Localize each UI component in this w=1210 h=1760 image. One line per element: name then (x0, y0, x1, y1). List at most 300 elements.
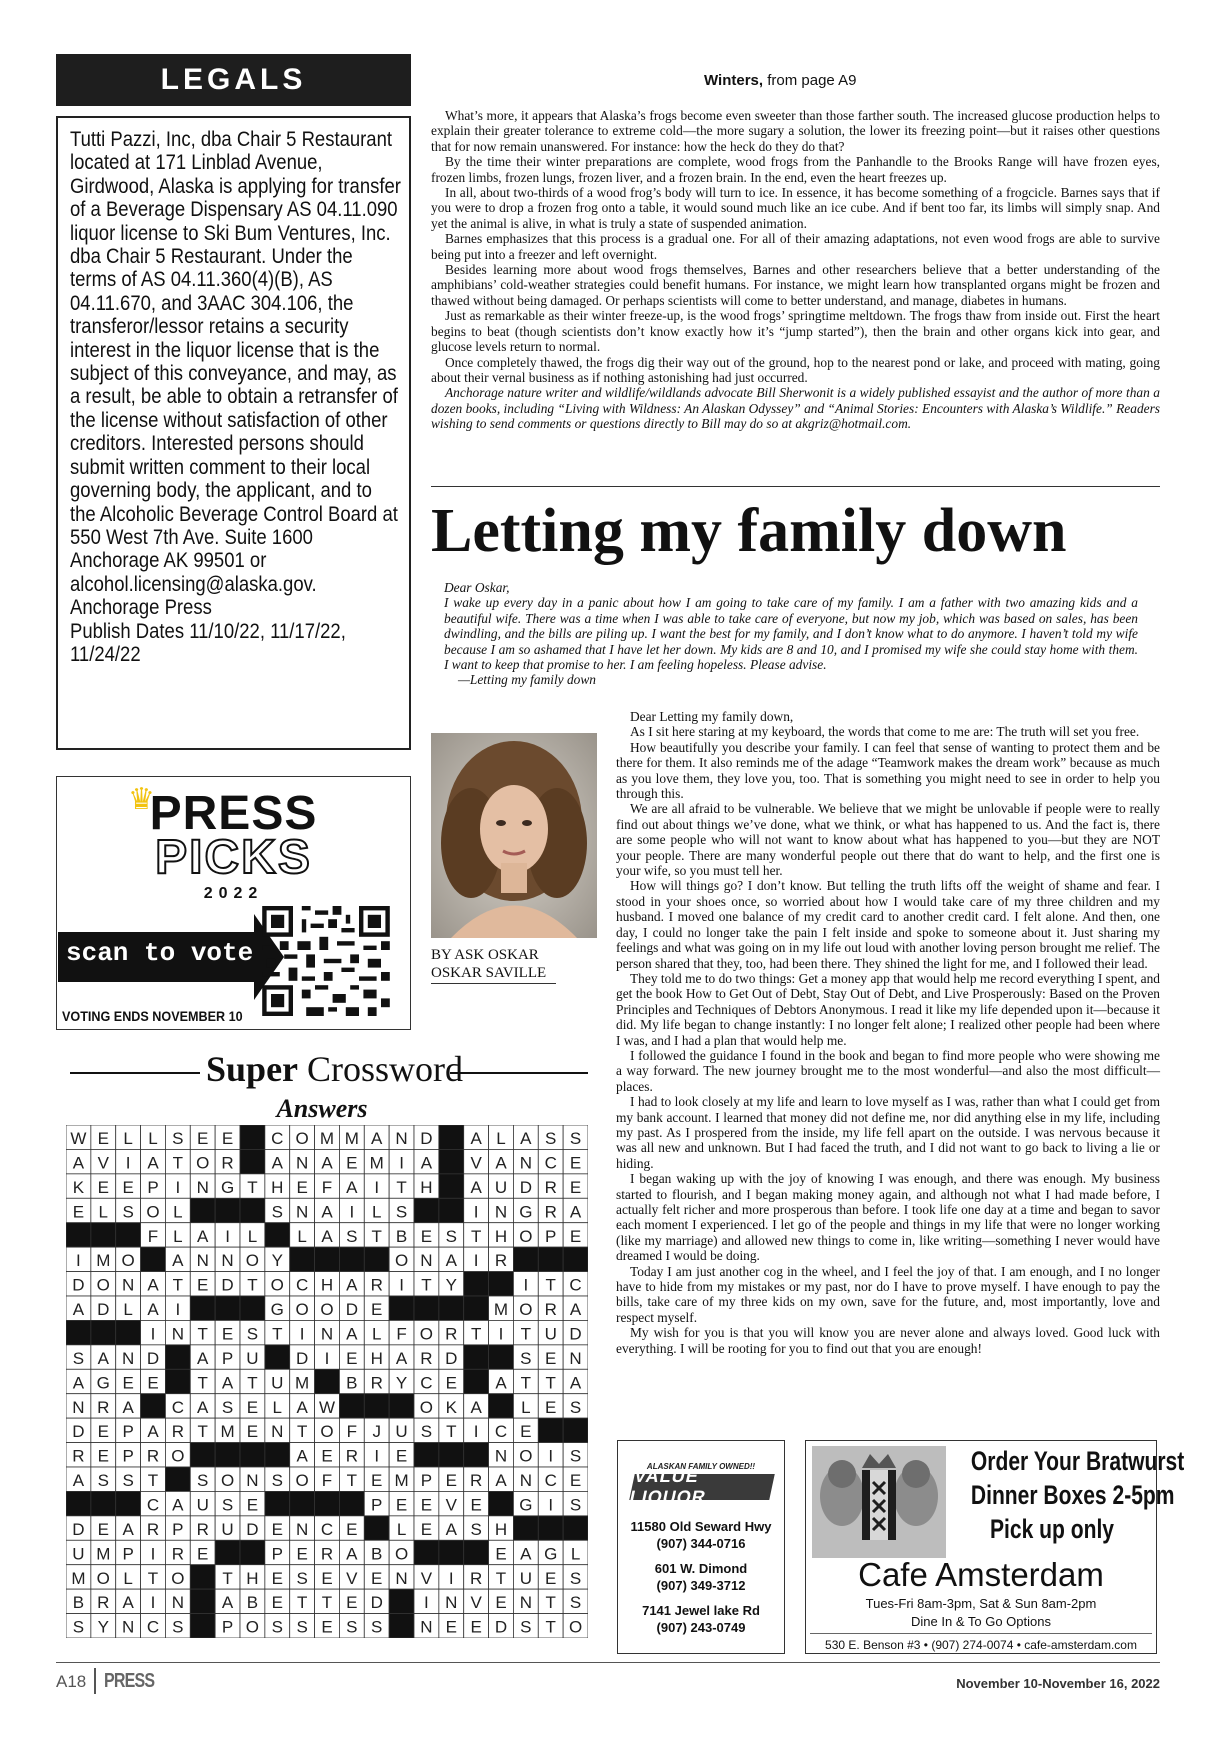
crossword-black-cell (190, 1614, 215, 1638)
crossword-letter: A (296, 1446, 308, 1466)
crossword-letter: T (321, 1593, 333, 1613)
legal-notice-text: Tutti Pazzi, Inc, dba Chair 5 Restaurant located at 171 Linblad Avenue, Girdwood, Alaska is applying for transfer of a Beverage Dispensary AS 04.11.090 liquor license to Ski Bum Ventures, Inc. dba Chair 5 Restaurant. Under the terms of AS 04.11.360(4)(B), AS 04.11.670, and 3AAC 304.106, the transferor/lessor retains a security interest in the liquor license that is the subject of this conveyance, and may, as a result, be able to obtain a retransfer of the license without satisfaction of other creditors. Interested persons should submit written comment to their local governing body, the applicant, and to the Alcoholic Beverage Control Board at 550 West 7th Ave. Suite 1600 Anchorage AK 99501 or alcohol.licensing@alaska.gov. Anchorage Press Publish Dates 11/10/22, 11/17/22, 11/24/22 (70, 127, 401, 666)
crossword-letter: A (147, 1153, 159, 1173)
crossword-letter: P (122, 1544, 134, 1564)
crossword-letter: N (296, 1153, 309, 1173)
crossword-letter: L (396, 1519, 407, 1539)
crossword-letter: T (545, 1593, 556, 1613)
value-liquor-tagline: ALASKAN FAMILY OWNED!! (646, 1462, 756, 1471)
crossword-letter: U (395, 1422, 408, 1442)
crossword-letter: N (395, 1568, 408, 1588)
crossword-black-cell (364, 1394, 389, 1418)
crossword-letter: O (320, 1300, 334, 1320)
crossword-letter: E (346, 1593, 358, 1613)
crossword-letter: I (399, 1153, 404, 1173)
crossword-letter: N (519, 1593, 532, 1613)
store-address: 11580 Old Seward Hwy (630, 1519, 772, 1534)
byline-column: BY ASK OSKAR (431, 947, 539, 963)
crossword-letter: S (520, 1348, 532, 1368)
lion-crest-icon (812, 1446, 946, 1558)
crossword-letter: Y (271, 1251, 283, 1271)
crossword-black-cell (464, 1443, 489, 1467)
legals-header: LEGALS (56, 54, 411, 106)
crossword-black-cell (91, 1223, 116, 1247)
crossword-letter: S (172, 1617, 184, 1637)
crossword-letter: D (72, 1422, 85, 1442)
crossword-letter: C (569, 1275, 582, 1295)
crossword-letter: C (271, 1129, 284, 1149)
crossword-black-cell (315, 1247, 340, 1271)
crossword-letter: C (171, 1397, 184, 1417)
crossword-letter: T (545, 1373, 556, 1393)
crossword-letter: R (370, 1373, 383, 1393)
crossword-black-cell (141, 1394, 166, 1418)
crossword-letter: S (246, 1324, 259, 1344)
crossword-letter: T (247, 1373, 258, 1393)
crossword-letter: S (346, 1226, 358, 1246)
article-paragraph: Besides learning more about wood frogs themselves, Barnes and other researchers believe that a better understanding of the amphibians’ cold-weather strategies could benefit humans. For instance, we might learn how transplanted organs might be frozen and thawed without being damaged. Or perhaps scientists will come to better understand, and manage, diabetes in humans. (431, 262, 1160, 308)
crossword-black-cell (315, 1369, 340, 1393)
crossword-letter: D (221, 1275, 234, 1295)
crossword-letter: I (548, 1446, 554, 1466)
cafe-promo-line: Order Your Bratwurst (970, 1446, 1185, 1476)
crossword-title-rest: Crossword (307, 1049, 464, 1089)
crossword-letter: E (122, 1373, 134, 1393)
crossword-black-cell (66, 1223, 91, 1247)
crossword-letter: A (197, 1226, 209, 1246)
crossword-black-cell (439, 1296, 464, 1320)
crossword-letter: D (345, 1300, 358, 1320)
crossword-letter: U (72, 1544, 85, 1564)
crossword-black-cell (389, 1589, 414, 1613)
crossword-letter: I (424, 1593, 429, 1613)
crossword-letter: D (420, 1129, 433, 1149)
crossword-letter: A (495, 1153, 507, 1173)
crossword-letter: S (221, 1495, 234, 1515)
crossword-black-cell (339, 1491, 364, 1515)
crossword-letter: P (221, 1348, 234, 1368)
crossword-letter: M (493, 1300, 509, 1320)
crossword-letter: S (371, 1617, 383, 1637)
crossword-black-cell (513, 1516, 538, 1540)
store-phone[interactable]: (907) 243-0749 (656, 1620, 746, 1635)
crossword-letter: A (569, 1202, 582, 1222)
reply-paragraph: We are all afraid to be vulnerable. We believe that we might be unlovable if people were to really find out about things we’ve done, what we think, or what has happened to us. And the fact is, there are some people who will not want to know about what has happened to you—but they are NOT your people. There are many wonderful people out there that do want to help, and the first one is your wife, so you must tell her. (616, 801, 1160, 879)
crossword-letter: D (246, 1519, 259, 1539)
crossword-letter: E (72, 1202, 85, 1222)
crossword-letter: D (445, 1348, 458, 1368)
crossword-letter: N (569, 1348, 582, 1368)
crossword-letter: E (197, 1544, 209, 1564)
crossword-letter: G (270, 1300, 284, 1320)
byline (431, 946, 601, 982)
crossword-letter: U (494, 1177, 508, 1197)
crossword-letter: I (498, 1324, 504, 1344)
crossword-letter: N (271, 1422, 284, 1442)
crossword-letter: N (519, 1153, 532, 1173)
crossword-letter: G (519, 1495, 533, 1515)
crossword-letter: T (247, 1275, 258, 1295)
crossword-letter: M (96, 1544, 111, 1564)
crossword-black-cell (389, 1296, 414, 1320)
crossword-letter: T (421, 1275, 432, 1295)
crossword-letter: A (470, 1177, 482, 1197)
footer-rule (56, 1662, 1160, 1663)
crossword-letter: N (171, 1324, 184, 1344)
crossword-letter: R (320, 1544, 334, 1564)
crossword-letter: O (568, 1617, 583, 1637)
crossword-letter: E (97, 1446, 109, 1466)
crossword-letter: A (346, 1275, 358, 1295)
crossword-black-cell (464, 1296, 489, 1320)
crossword-letter: A (72, 1300, 85, 1320)
byline-divider (431, 983, 556, 984)
crossword-rule-left (70, 1072, 200, 1074)
columnist-photo (431, 733, 597, 938)
crossword-letter: R (171, 1422, 184, 1442)
crossword-rule-right (450, 1072, 588, 1074)
crossword-black-cell (414, 1198, 439, 1222)
crossword-letter: T (545, 1617, 556, 1637)
crossword-letter: E (346, 1348, 358, 1368)
crossword-letter: T (272, 1324, 283, 1344)
crossword-black-cell (389, 1394, 414, 1418)
crossword-black-cell (190, 1565, 215, 1589)
crossword-letter: D (97, 1300, 110, 1320)
crossword-letter: E (371, 1568, 383, 1588)
crossword-letter: O (171, 1568, 185, 1588)
crossword-letter: S (122, 1471, 134, 1491)
crossword-letter: N (420, 1251, 433, 1271)
article-paragraph: By the time their winter preparations are complete, wood frogs from the Panhandle to the Brooks Range will have frozen eyes, frozen limbs, frozen lungs, frozen liver, and a frozen brain. In the end, even the heart freezes up. (431, 154, 1160, 185)
crossword-letter: C (420, 1373, 433, 1393)
crossword-black-cell (464, 1272, 489, 1296)
winters-article-body (431, 108, 1160, 432)
crossword-letter: U (221, 1519, 234, 1539)
crossword-letter: V (420, 1568, 433, 1588)
cafe-promo-line: Pick up only (989, 1514, 1115, 1544)
letter-signature: —Letting my family down (458, 672, 596, 688)
crossword-letter: S (271, 1617, 283, 1637)
crossword-letter: S (221, 1397, 234, 1417)
crossword-letter: U (196, 1495, 209, 1515)
crossword-letter: A (569, 1300, 582, 1320)
crossword-letter: L (123, 1300, 133, 1320)
crossword-letter: T (371, 1226, 382, 1246)
crossword-letter: A (72, 1373, 85, 1393)
crossword-letter: A (296, 1397, 308, 1417)
crossword-letter: E (420, 1226, 433, 1246)
crossword-black-cell (240, 1443, 265, 1467)
crossword-letter: O (196, 1153, 210, 1173)
crossword-letter: A (445, 1251, 457, 1271)
article-paragraph: Once completely thawed, the frogs dig their way out of the ground, hop to the nearest pond or lake, and proceed with mating, going about their vernal business as if nothing astonishing had just occurred. (431, 354, 1160, 385)
crossword-letter: A (420, 1153, 433, 1173)
crossword-letter: O (121, 1251, 135, 1271)
crossword-letter: E (420, 1519, 433, 1539)
crossword-letter: I (473, 1422, 479, 1442)
crossword-letter: Y (395, 1373, 408, 1393)
letter-paragraph: I wake up every day in a panic about how I am going to take care of my family. I am a father with two amazing kids and a beautiful wife. There was a time when I was able to take care of everyone, but now my job, which was based on sales, has been dwindling, and the bills are piling up. I want the best for my family, and I don’t know what to do anymore. I haven’t told my wife because I am so ashamed that I have let her down. My kids are 8 and 10, and I promised my wife she could stay home with them. I want to keep that promise to her. I am feeling hopeless. Please advise. (444, 595, 1138, 673)
crossword-letter: I (399, 1275, 404, 1295)
crossword-black-cell (414, 1296, 439, 1320)
crossword-letter: R (221, 1153, 234, 1173)
crossword-black-cell (439, 1443, 464, 1467)
article-paragraph: Just as remarkable as their winter freeze-up, is the wood frogs’ springtime meltdown. The frogs thaw from inside out. First the heart begins to beat (though scientists don’t know exactly how it’s “jump started”), then the brain and other organs kick into gear, and glucose levels return to normal. (431, 308, 1160, 355)
crossword-letter: L (496, 1129, 506, 1149)
crossword-letter: T (197, 1373, 208, 1393)
crossword-letter: O (394, 1251, 409, 1271)
crossword-letter: S (569, 1129, 582, 1149)
crossword-letter: D (146, 1348, 160, 1368)
voting-deadline: VOTING ENDS NOVEMBER 10 (62, 1008, 243, 1024)
qr-code-icon[interactable] (262, 906, 390, 1016)
crossword-black-cell (489, 1345, 514, 1369)
crossword-letter: K (445, 1397, 457, 1417)
crossword-letter: S (420, 1422, 433, 1442)
store-phone[interactable]: (907) 344-0716 (656, 1536, 746, 1551)
crossword-letter: I (150, 1593, 156, 1613)
crossword-letter: E (420, 1495, 433, 1515)
crossword-letter: U (271, 1373, 284, 1393)
issue-date: November 10-November 16, 2022 (956, 1676, 1160, 1691)
crossword-black-cell (265, 1491, 290, 1515)
store-phone[interactable]: (907) 349-3712 (656, 1578, 746, 1593)
crossword-letter: A (346, 1324, 358, 1344)
crossword-letter: A (221, 1373, 234, 1393)
crossword-letter: D (569, 1324, 582, 1344)
crossword-letter: E (346, 1519, 358, 1539)
crossword-letter: P (221, 1617, 234, 1637)
scan-to-vote-label: scan to vote (66, 938, 254, 968)
crossword-letter: O (220, 1471, 235, 1491)
crossword-letter: S (545, 1129, 557, 1149)
crossword-letter: A (172, 1495, 184, 1515)
crossword-letter: L (123, 1568, 133, 1588)
crossword-black-cell (116, 1320, 141, 1344)
byline-author: OSKAR SAVILLE (431, 965, 547, 981)
article-paragraph: In all, about two-thirds of a wood frog’s body will turn to ice. In essence, it has become something of a frogcicle. Barnes says that if you were to drop a frozen frog onto a table, it would sound much like an ice cube. And if bent too far, its limbs will simply snap. And yet the animal is alive, in what is truly a state of suspended animation. (431, 185, 1160, 231)
crossword-letter: E (221, 1129, 234, 1149)
crossword-letter: A (122, 1519, 134, 1539)
crossword-letter: S (296, 1568, 308, 1588)
crossword-letter: M (369, 1153, 384, 1173)
crossword-letter: V (346, 1568, 358, 1588)
crossword-letter: A (569, 1373, 582, 1393)
crossword-letter: S (197, 1471, 209, 1491)
crossword-black-cell (141, 1247, 166, 1271)
crossword-letter: D (370, 1593, 383, 1613)
cafe-name: Cafe Amsterdam (858, 1556, 1104, 1593)
crossword-letter: N (171, 1593, 184, 1613)
crossword-letter: A (147, 1300, 159, 1320)
crossword-letter: A (147, 1422, 159, 1442)
crossword-letter: A (122, 1593, 134, 1613)
crossword-letter: P (271, 1544, 283, 1564)
crossword-letter: E (569, 1226, 582, 1246)
crossword-black-cell (265, 1223, 290, 1247)
crossword-letter: T (545, 1275, 556, 1295)
crossword-letter: E (271, 1519, 283, 1539)
crossword-letter: P (371, 1495, 383, 1515)
crossword-letter: C (146, 1617, 160, 1637)
crossword-letter: E (246, 1495, 259, 1515)
crossword-letter: P (147, 1177, 159, 1197)
crossword-black-cell (414, 1443, 439, 1467)
crossword-letter: A (221, 1593, 234, 1613)
crossword-letter: A (122, 1397, 134, 1417)
crossword-letter: O (394, 1544, 409, 1564)
crossword-black-cell (215, 1443, 240, 1467)
crossword-letter: O (146, 1202, 160, 1222)
crossword-letter: A (321, 1226, 333, 1246)
crossword-black-cell (489, 1272, 514, 1296)
crossword-letter: I (374, 1177, 380, 1197)
crossword-letter: N (320, 1324, 334, 1344)
page-number: A18 (56, 1672, 87, 1691)
crossword-letter: M (295, 1373, 310, 1393)
crossword-letter: E (271, 1568, 283, 1588)
crossword-letter: N (445, 1593, 458, 1613)
crossword-letter: T (247, 1177, 258, 1197)
crossword-letter: F (147, 1226, 159, 1246)
crossword-letter: L (570, 1544, 581, 1564)
reply-paragraph: My wish for you is that you will know you are never alone and always loved. Good luck with everything. I will be rooting for you to find out that you are enough! (616, 1325, 1160, 1356)
reply-paragraph: I followed the guidance I found in the book and began to find more people who were showing me a way forward. The new journey brought me to the most wonderful—and also the most difficult—places. (616, 1047, 1160, 1094)
press-picks-subtitle: PICKS (155, 831, 312, 884)
crossword-letter: L (272, 1397, 283, 1417)
crossword-black-cell (190, 1443, 215, 1467)
crossword-letter: P (122, 1422, 134, 1442)
crossword-black-cell (190, 1296, 215, 1320)
crossword-letter: G (544, 1544, 558, 1564)
crossword-letter: S (569, 1495, 582, 1515)
crossword-letter: R (494, 1251, 508, 1271)
crossword-letter: E (445, 1373, 457, 1393)
crossword-letter: B (246, 1593, 259, 1613)
crossword-black-cell (215, 1296, 240, 1320)
crossword-letter: E (197, 1129, 209, 1149)
crossword-black-cell (389, 1614, 414, 1638)
crossword-letter: G (519, 1202, 533, 1222)
crossword-black-cell (215, 1540, 240, 1564)
crossword-letter: O (295, 1300, 309, 1320)
crossword-letter: V (445, 1495, 457, 1515)
crossword-letter: L (297, 1226, 307, 1246)
crossword-black-cell (240, 1198, 265, 1222)
crossword-letter: C (146, 1495, 160, 1515)
crossword-letter: I (548, 1495, 554, 1515)
cafe-address[interactable]: 530 E. Benson #3 • (907) 274-0074 • cafe-amsterdam.com (810, 1633, 1152, 1652)
crossword-letter: H (246, 1568, 259, 1588)
crossword-letter: L (173, 1226, 183, 1246)
crossword-letter: B (72, 1593, 85, 1613)
crossword-letter: S (296, 1617, 308, 1637)
crossword-letter: R (146, 1446, 160, 1466)
crossword-letter: A (72, 1153, 85, 1173)
crossword-black-cell (538, 1418, 563, 1442)
article-paragraph: What’s more, it appears that Alaska’s frogs become even sweeter than those farther south. The increased glucose production helps to explain their greater tolerance to extreme cold—the more sugary a solution, the lower its freezing point—but it raises other questions that for now remain unanswered. For instance: how the heck do they do that? (431, 108, 1160, 154)
crossword-letter: U (519, 1568, 532, 1588)
crossword-letter: E (97, 1129, 109, 1149)
crossword-letter: H (320, 1275, 334, 1295)
crossword-letter: N (296, 1202, 309, 1222)
crossword-letter: O (519, 1226, 533, 1246)
crossword-letter: C (296, 1275, 309, 1295)
crossword-letter: E (569, 1153, 582, 1173)
crossword-letter: R (544, 1202, 557, 1222)
crossword-letter: T (222, 1568, 233, 1588)
crossword-letter: M (71, 1568, 86, 1588)
jump-line-title: Winters, (704, 72, 764, 89)
crossword-letter: E (470, 1617, 482, 1637)
crossword-letter: A (321, 1202, 333, 1222)
crossword-letter: R (72, 1446, 85, 1466)
crossword-black-cell (165, 1345, 190, 1369)
crossword-letter: E (271, 1593, 283, 1613)
crossword-letter: A (445, 1519, 457, 1539)
crossword-letter: V (97, 1153, 109, 1173)
crossword-black-cell (265, 1443, 290, 1467)
crossword-letter: O (295, 1129, 309, 1149)
crossword-letter: E (445, 1617, 457, 1637)
crossword-letter: E (296, 1177, 308, 1197)
crossword-letter: N (122, 1275, 135, 1295)
cafe-promo-line: Dinner Boxes 2-5pm (970, 1480, 1175, 1510)
crossword-black-cell (190, 1589, 215, 1613)
crossword-letter: R (544, 1177, 557, 1197)
crossword-letter: E (97, 1177, 109, 1197)
crossword-subtitle: Answers (276, 1094, 368, 1123)
crossword-letter: M (394, 1471, 409, 1491)
crossword-letter: N (420, 1617, 433, 1637)
crossword-letter: I (374, 1446, 380, 1466)
crossword-letter: S (520, 1617, 532, 1637)
crossword-letter: N (72, 1397, 85, 1417)
crossword-letter: P (172, 1519, 184, 1539)
crossword-letter: F (321, 1177, 333, 1197)
crossword-letter: I (175, 1177, 181, 1197)
crossword-letter: D (72, 1519, 85, 1539)
crossword-letter: O (245, 1251, 260, 1271)
letter-salutation: Dear Oskar, (444, 580, 510, 595)
crossword-letter: E (495, 1544, 507, 1564)
crossword-letter: A (346, 1544, 358, 1564)
crossword-letter: O (519, 1446, 533, 1466)
crossword-letter: E (346, 1153, 358, 1173)
crossword-letter: T (197, 1324, 208, 1344)
reply-salutation: Dear Letting my family down, (630, 709, 794, 724)
reply-paragraph: Today I am just another cog in the wheel, and I feel the joy of that. I am enough, and I no longer have to hide from my mistakes or my past, nor do I have to prove myself. I have enough to pay the bills, take care of my three kids on my own, save for the future, and, most importantly, love and respect myself. (616, 1263, 1160, 1325)
crossword-letter: A (172, 1251, 184, 1271)
crossword-letter: O (419, 1397, 434, 1417)
crossword-letter: E (445, 1471, 457, 1491)
crossword-letter: O (270, 1275, 284, 1295)
crossword-letter: S (569, 1593, 582, 1613)
crossword-letter: D (296, 1348, 309, 1368)
crossword-black-cell (563, 1418, 588, 1442)
reply-paragraph: How will things go? I don’t know. But telling the truth lifts off the weight of shame and fear. I stood in your shoes once, so worried about how I would take care of my three children and my husband. I moved one balance of my credit card to another credit card. I felt alone. And then, one day, I could no longer take the pain I felt inside and spoke to someone about it. Just sharing my feelings and what was going on in my life out loud with another loving person brought me relief. The person shared that they, too, had been there. They shined the light for me, and I followed their lead. (616, 878, 1160, 971)
press-picks-year: 2022 (203, 885, 264, 902)
crossword-letter: C (494, 1422, 508, 1442)
crossword-letter: Y (445, 1275, 457, 1295)
jump-line (704, 72, 856, 89)
crossword-letter: E (395, 1446, 408, 1466)
crossword-letter: L (173, 1202, 183, 1222)
crossword-letter: A (97, 1348, 109, 1368)
crossword-black-cell (165, 1369, 190, 1393)
crossword-letter: H (494, 1226, 508, 1246)
